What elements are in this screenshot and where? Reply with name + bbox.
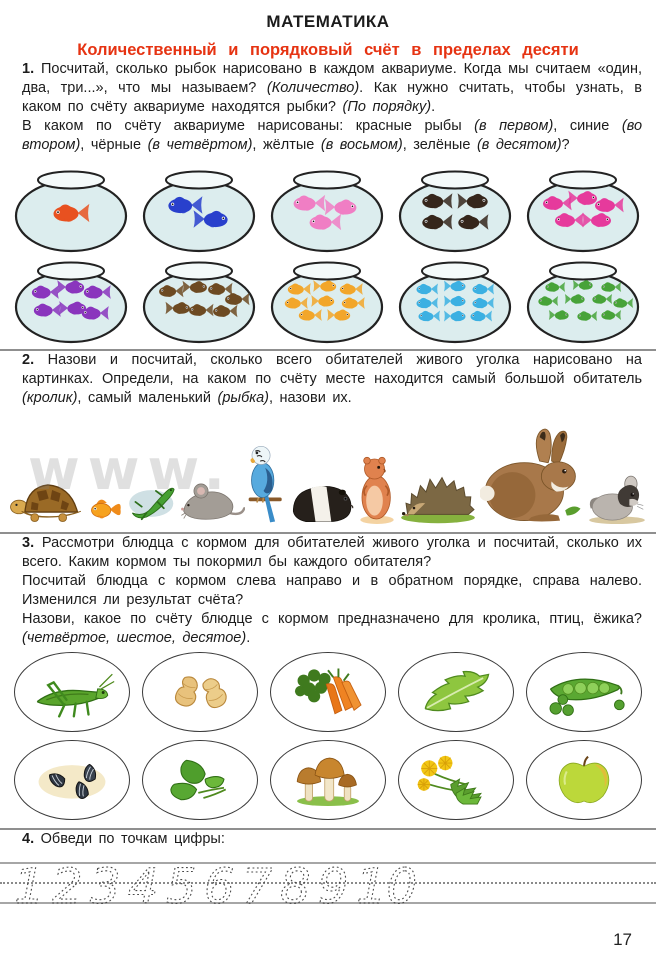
food-sunflower-seeds-icon bbox=[33, 754, 111, 806]
lesson-title: Количественный и порядковый счёт в пределах десяти bbox=[77, 41, 579, 59]
task2-text bbox=[0, 351, 656, 408]
food-peas-icon bbox=[543, 666, 625, 719]
svg-text:6: 6 bbox=[204, 859, 235, 911]
text-segment: (в восьмом) bbox=[320, 137, 403, 153]
text-segment: , чёрные bbox=[80, 137, 148, 153]
saucer-7 bbox=[142, 740, 258, 820]
animal-rabbit-icon bbox=[480, 427, 584, 524]
text-segment: , зелёные bbox=[402, 137, 477, 153]
green-fish-icon bbox=[537, 294, 559, 308]
svg-text:2: 2 bbox=[52, 859, 83, 911]
svg-text:9: 9 bbox=[318, 859, 349, 911]
green-fish-icon bbox=[591, 292, 613, 306]
text-segment: (кролик) bbox=[22, 390, 78, 406]
light-blue-fish-icon bbox=[417, 308, 441, 323]
text-segment: (четвёртое, шестое, десятое) bbox=[22, 630, 247, 646]
text-segment: Рассмотри блюдца с кормом для обитателей живого уголка и посчитай, сколько их всего. Каким кормом ты покормил бы каждого обитателя? bbox=[22, 535, 642, 570]
text-segment: Посчитай блюдца с кормом слева направо и в обратном порядке, справа налево. Изменился ли результат счёта? bbox=[22, 573, 642, 608]
yellow-fish-icon bbox=[297, 307, 323, 323]
svg-text:4: 4 bbox=[128, 859, 159, 911]
animal-hamster-icon bbox=[357, 454, 397, 524]
task4-text bbox=[0, 830, 656, 849]
text-segment: 4. bbox=[22, 831, 35, 847]
food-carrots-icon bbox=[288, 665, 368, 719]
black-fish-icon bbox=[420, 212, 454, 233]
light-blue-fish-icon bbox=[415, 281, 439, 296]
saucer-6 bbox=[14, 740, 130, 820]
text-segment: , самый маленький bbox=[77, 390, 218, 406]
trace-digits bbox=[8, 859, 448, 911]
black-fish-icon bbox=[456, 212, 490, 233]
text-segment: Назови и посчитай, сколько всего обитателей живого уголка нарисовано на картинках. Определи, на каком по счёту месте находится самый большой обитатель bbox=[22, 352, 642, 387]
task1-text-part1 bbox=[0, 60, 656, 117]
text-segment: , назови их. bbox=[268, 390, 352, 406]
aquarium-7 bbox=[140, 258, 258, 344]
watermark: www. bbox=[28, 438, 233, 503]
text-segment: (в первом) bbox=[474, 118, 554, 134]
saucer-1 bbox=[14, 652, 130, 732]
light-blue-fish-icon bbox=[469, 308, 493, 323]
green-fish-icon bbox=[600, 308, 622, 322]
page-title: МАТЕМАТИКА bbox=[266, 12, 390, 31]
food-mushrooms-icon bbox=[292, 754, 364, 806]
red-fish-icon bbox=[51, 201, 91, 226]
text-segment: 3. bbox=[22, 535, 35, 551]
food-apple-icon bbox=[555, 755, 613, 806]
food-grasshopper-icon bbox=[28, 663, 116, 722]
saucer-9 bbox=[398, 740, 514, 820]
text-segment: (в десятом) bbox=[476, 137, 562, 153]
text-segment: В каком по счёту аквариуме нарисованы: красные рыбы bbox=[22, 118, 475, 134]
animal-guinea-pig-icon bbox=[287, 475, 355, 524]
black-fish-icon bbox=[420, 191, 454, 212]
text-segment: , жёлтые bbox=[252, 137, 321, 153]
text-segment: , синие bbox=[553, 118, 622, 134]
svg-text:3: 3 bbox=[90, 859, 121, 911]
text-segment: 2. bbox=[22, 352, 35, 368]
text-segment: . Как нужно считать, чтобы узнать, в каком по счёту аквариуме находятся рыбки? bbox=[22, 80, 643, 115]
black-fish-icon bbox=[456, 191, 490, 212]
food-peanuts-icon bbox=[168, 670, 232, 715]
handwriting-lines bbox=[0, 857, 656, 909]
aquarium-3 bbox=[268, 167, 386, 253]
aquarium-5 bbox=[524, 167, 642, 253]
task3-text-part2 bbox=[0, 572, 656, 610]
crimson-fish-icon bbox=[581, 210, 613, 230]
animal-chinchilla-icon bbox=[586, 473, 648, 524]
task1-text-part2 bbox=[0, 117, 656, 155]
animal-budgie-icon bbox=[247, 443, 285, 524]
text-segment: . bbox=[431, 99, 436, 115]
text-segment: (во втором) bbox=[22, 118, 643, 153]
light-blue-fish-icon bbox=[471, 281, 495, 296]
purple-fish-icon bbox=[80, 304, 110, 323]
text-segment: Обведи по точкам цифры: bbox=[34, 831, 225, 847]
text-segment: ? bbox=[561, 137, 570, 153]
aquarium-6 bbox=[12, 258, 130, 344]
animal-lizard-icon bbox=[126, 483, 178, 524]
aquarium-8 bbox=[268, 258, 386, 344]
light-blue-fish-icon bbox=[443, 279, 467, 294]
svg-text:10: 10 bbox=[356, 859, 418, 911]
pink-fish-icon bbox=[307, 211, 343, 233]
yellow-fish-icon bbox=[312, 278, 338, 294]
animal-hedgehog-icon bbox=[398, 468, 478, 524]
text-segment: Назови, какое по счёту блюдце с кормом предназначено для кролика, птиц, ёжика? bbox=[22, 611, 642, 627]
green-fish-icon bbox=[572, 278, 594, 292]
text-segment: (По порядку) bbox=[342, 99, 432, 115]
green-fish-icon bbox=[564, 292, 586, 306]
light-blue-fish-icon bbox=[443, 294, 467, 309]
animal-turtle-icon bbox=[8, 473, 86, 524]
saucer-row-1 bbox=[0, 652, 656, 732]
svg-text:7: 7 bbox=[242, 859, 273, 911]
text-segment: Посчитай, сколько рыбок нарисовано в каждом аквариуме. Когда мы считаем «один, два, три...», что мы называем? bbox=[22, 61, 642, 96]
svg-text:8: 8 bbox=[280, 859, 311, 911]
aquarium-4 bbox=[396, 167, 514, 253]
aquarium-1 bbox=[12, 167, 130, 253]
light-blue-fish-icon bbox=[443, 309, 467, 324]
animal-goldfish-icon bbox=[88, 495, 124, 524]
text-segment: (рыбка) bbox=[217, 390, 269, 406]
svg-text:1: 1 bbox=[14, 859, 45, 911]
task3-text-part1 bbox=[0, 534, 656, 572]
saucer-4 bbox=[398, 652, 514, 732]
aquarium-2 bbox=[140, 167, 258, 253]
food-leaf-icon bbox=[418, 667, 494, 718]
task3-text-part3 bbox=[0, 610, 656, 648]
saucer-8 bbox=[270, 740, 386, 820]
food-dandelions-icon bbox=[415, 754, 497, 806]
aquarium-row-1 bbox=[0, 167, 656, 253]
aquarium-10 bbox=[524, 258, 642, 344]
yellow-fish-icon bbox=[326, 307, 352, 323]
saucer-3 bbox=[270, 652, 386, 732]
blue-fish-icon bbox=[192, 207, 230, 231]
aquarium-row-2 bbox=[0, 258, 656, 344]
saucer-2 bbox=[142, 652, 258, 732]
food-spinach-icon bbox=[164, 755, 236, 805]
brown-fish-icon bbox=[211, 303, 239, 320]
green-fish-icon bbox=[544, 280, 566, 294]
saucer-row-2 bbox=[0, 740, 656, 820]
animal-mouse-icon bbox=[179, 480, 245, 524]
text-segment: 1. bbox=[22, 61, 35, 77]
text-segment: (в четвёртом) bbox=[147, 137, 253, 153]
green-fish-icon bbox=[576, 309, 598, 323]
aquarium-9 bbox=[396, 258, 514, 344]
saucer-5 bbox=[526, 652, 642, 732]
svg-text:5: 5 bbox=[166, 859, 197, 911]
animals-row bbox=[0, 408, 656, 524]
saucer-10 bbox=[526, 740, 642, 820]
text-segment: . bbox=[246, 630, 251, 646]
green-fish-icon bbox=[548, 308, 570, 322]
page-number: 17 bbox=[613, 930, 632, 949]
text-segment: (Количество) bbox=[266, 80, 360, 96]
